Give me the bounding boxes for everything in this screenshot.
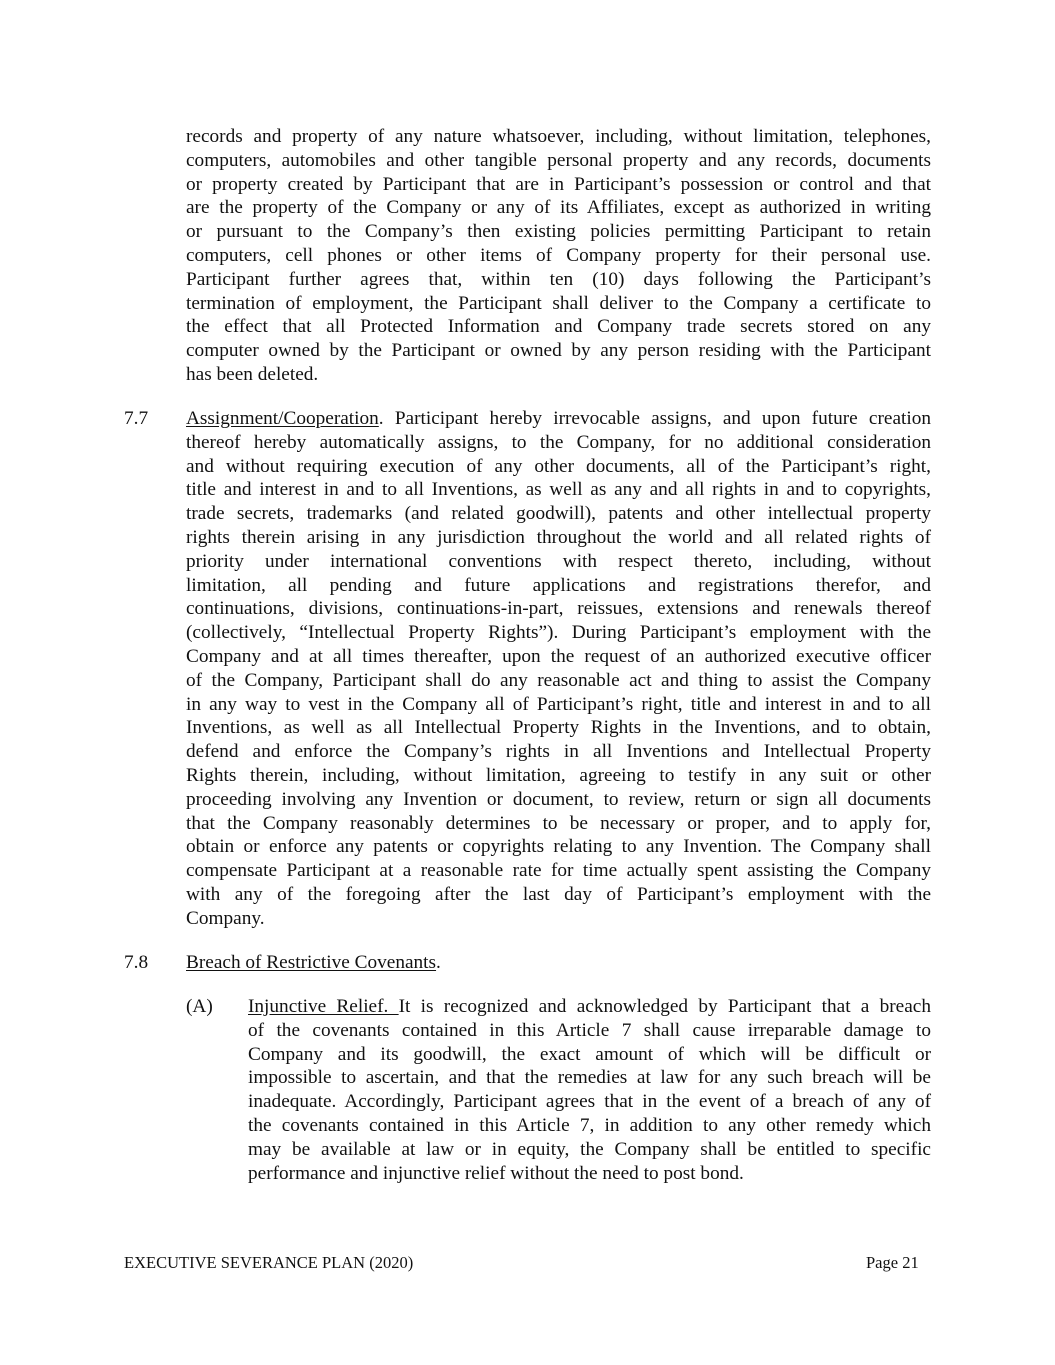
line-text: . Participant hereby irrevocable assigns, and upon future creation bbox=[378, 408, 931, 429]
intro-paragraph bbox=[186, 125, 931, 387]
section-heading: Assignment/Cooperation bbox=[186, 408, 379, 429]
paragraph-line bbox=[186, 407, 931, 431]
paragraph-line: of the covenants contained in this Article 7 shall cause irreparable damage to bbox=[248, 1019, 931, 1041]
subsection-label-a: (A) bbox=[186, 996, 213, 1017]
paragraph-line: that the Company reasonably determines to be necessary or proper, and to apply for, bbox=[186, 812, 931, 834]
paragraph-line: computer owned by the Participant or owned by any person residing with the Participant bbox=[186, 340, 931, 362]
paragraph-line: trade secrets, trademarks (and related goodwill), patents and other intellectual property bbox=[186, 503, 931, 525]
paragraph-line: (collectively, “Intellectual Property Rights”). During Participant’s employment with the bbox=[186, 622, 931, 644]
paragraph-line: in any way to vest in the Company all of Participant’s right, title and interest in and to all bbox=[186, 693, 931, 715]
paragraph-line: and without requiring execution of any other documents, all of the Participant’s right, bbox=[186, 455, 931, 477]
paragraph-line: inadequate. Accordingly, Participant agrees that in the event of a breach of any of bbox=[248, 1091, 931, 1113]
footer-title: EXECUTIVE SEVERANCE PLAN (2020) bbox=[124, 1253, 414, 1272]
paragraph-line: the effect that all Protected Information and Company trade secrets stored on any bbox=[186, 316, 931, 338]
paragraph-line: obtain or enforce any patents or copyrights relating to any Invention. The Company shall bbox=[186, 836, 931, 858]
paragraph-line: continuations, divisions, continuations-in-part, reissues, extensions and renewals thereof bbox=[186, 598, 931, 620]
paragraph-line: of the Company, Participant shall do any reasonable act and thing to assist the Company bbox=[186, 669, 931, 691]
paragraph-line: has been deleted. bbox=[186, 363, 319, 385]
subsection-a-paragraph bbox=[248, 995, 931, 1185]
paragraph-line: proceeding involving any Invention or document, to review, return or sign all documents bbox=[186, 788, 931, 810]
paragraph-line: compensate Participant at a reasonable rate for time actually spent assisting the Company bbox=[186, 860, 931, 882]
paragraph-line: priority under international conventions with respect thereto, including, without bbox=[186, 550, 931, 572]
paragraph-line: or property created by Participant that are in Participant’s possession or control and that bbox=[186, 173, 931, 195]
paragraph-line: computers, automobiles and other tangible personal property and any records, documents bbox=[186, 149, 931, 171]
section-7-8-heading bbox=[186, 951, 441, 975]
paragraph-line: Company. bbox=[186, 907, 265, 929]
paragraph-line: or pursuant to the Company’s then existing policies permitting Participant to retain bbox=[186, 221, 931, 243]
paragraph-line: Company and at all times thereafter, upon the request of an authorized executive officer bbox=[186, 645, 931, 667]
paragraph-line: defend and enforce the Company’s rights in all Inventions and Intellectual Property bbox=[186, 741, 931, 763]
section-heading: Breach of Restrictive Covenants bbox=[186, 952, 437, 973]
paragraph-line: rights therein arising in any jurisdiction throughout the world and all related rights of bbox=[186, 526, 931, 548]
subsection-heading: Injunctive Relief. bbox=[248, 996, 399, 1017]
paragraph-line bbox=[248, 995, 931, 1019]
paragraph-line: with any of the foregoing after the last day of Participant’s employment with the bbox=[186, 883, 931, 905]
paragraph-line: impossible to ascertain, and that the remedies at law for any such breach will be bbox=[248, 1067, 931, 1089]
paragraph-line: Company and its goodwill, the exact amount of which will be difficult or bbox=[248, 1043, 931, 1065]
line-text: It is recognized and acknowledged by Participant that a breach bbox=[398, 996, 931, 1017]
paragraph-line: limitation, all pending and future applications and registrations therefor, and bbox=[186, 574, 931, 596]
section-number-7-8: 7.8 bbox=[124, 952, 149, 973]
paragraph-line: records and property of any nature whatsoever, including, without limitation, telephones, bbox=[186, 126, 931, 147]
paragraph-line: Rights therein, including, without limitation, agreeing to testify in any suit or other bbox=[186, 764, 931, 786]
paragraph-line: Participant further agrees that, within ten (10) days following the Participant’s bbox=[186, 268, 931, 290]
paragraph-line: computers, cell phones or other items of Company property for their personal use. bbox=[186, 244, 931, 266]
paragraph-line: the covenants contained in this Article 7, in addition to any other remedy which bbox=[248, 1114, 931, 1136]
paragraph-line: termination of employment, the Participant shall deliver to the Company a certificate to bbox=[186, 292, 931, 314]
paragraph-line: are the property of the Company or any of its Affiliates, except as authorized in writing bbox=[186, 197, 931, 219]
section-number-7-7: 7.7 bbox=[124, 408, 149, 429]
paragraph-line: may be available at law or in equity, the Company shall be entitled to specific bbox=[248, 1138, 931, 1160]
paragraph-line: thereof hereby automatically assigns, to the Company, for no additional consideration bbox=[186, 431, 931, 453]
paragraph-line: Inventions, as well as all Intellectual Property Rights in the Inventions, and to obtain, bbox=[186, 717, 931, 739]
footer-page-number: Page 21 bbox=[866, 1253, 919, 1272]
section-7-7-paragraph bbox=[186, 407, 931, 931]
paragraph-line: performance and injunctive relief without the need to post bond. bbox=[248, 1162, 744, 1184]
heading-punct: . bbox=[436, 952, 441, 973]
paragraph-line: title and interest in and to all Inventions, as well as any and all rights in and to copyrights, bbox=[186, 479, 931, 501]
